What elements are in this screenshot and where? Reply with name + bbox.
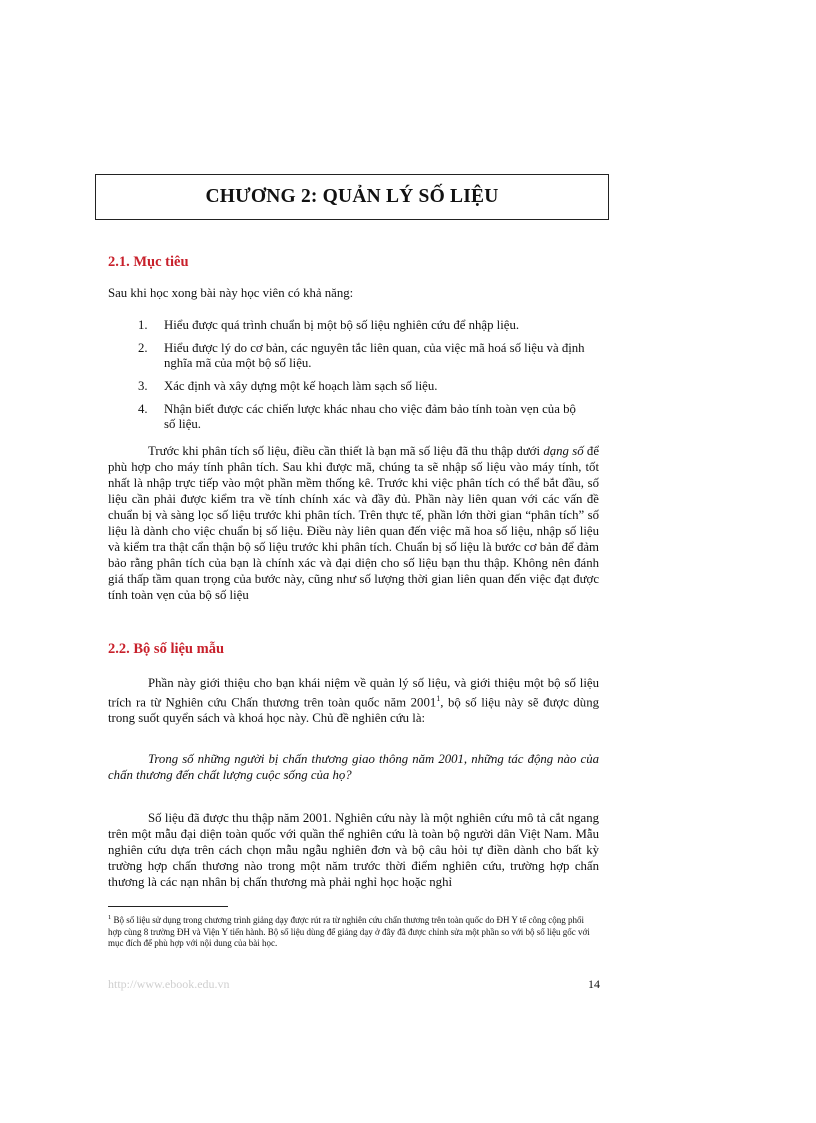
objectives-list [138, 318, 588, 440]
objectives-intro: Sau khi học xong bài này học viên có khả năng: [108, 286, 354, 300]
research-question: Trong số những người bị chấn thương giao thông năm 2001, những tác động nào của chấn thương đến chất lượng cuộc sống của họ? [108, 752, 599, 782]
chapter-title-box [95, 174, 609, 220]
chapter-title: CHƯƠNG 2: QUẢN LÝ SỐ LIỆU [205, 186, 499, 207]
data-collection-paragraph: Số liệu đã được thu thập năm 2001. Nghiên cứu này là một nghiên cứu mô tả cắt ngang trên một mẫu đại diện toàn quốc với quần thể nghiên cứu là toàn bộ người dân Việt Nam. Mẫu nghiên cứu dựa trên cách chọn mẫu ngẫu nghiên đơn và bộ câu hỏi tự điền dành cho bất kỳ trường hợp chấn thương nào trong một năm trước thời điểm nghiên cứu, trường hợp chấn thương là các nạn nhân bị chấn thương mà phải nghỉ học hoặc nghỉ [108, 811, 599, 889]
footnote-reference: 1 [436, 694, 441, 703]
objective-item: 3. Xác định và xây dựng một kế hoạch làm sạch số liệu. [138, 379, 438, 393]
objective-item: 4. Nhận biết được các chiến lược khác nhau cho việc đảm bảo tính toàn vẹn của bộ số liệu. [138, 402, 576, 431]
page-number: 14 [588, 977, 600, 991]
section-heading-objectives: 2.1. Mục tiêu [108, 254, 189, 270]
footer-url: http://www.ebook.edu.vn [108, 977, 230, 991]
section-heading-sample-dataset: 2.2. Bộ số liệu mẫu [108, 641, 225, 657]
dataset-intro-paragraph: Phần này giới thiệu cho bạn khái niệm về quản lý số liệu, và giới thiệu một bộ số liệu trích ra từ Nghiên cứu Chấn thương trên toàn quốc năm 2001$^1$, bộ số liệu này sẽ được dùng trong suốt quyển sách và khoá học này. Chủ đề nghiên cứu là: [108, 676, 599, 726]
objective-item: 2. Hiểu được lý do cơ bản, các nguyên tắc liên quan, của việc mã hoá số liệu và định nghĩa mã của một bộ số liệu. [138, 341, 585, 370]
objective-item: 1. Hiểu được quá trình chuẩn bị một bộ số liệu nghiên cứu để nhập liệu. [138, 318, 520, 332]
footnote: $^1$ Bộ số liệu sử dụng trong chương trình giảng dạy được rút ra từ nghiên cứu chấn thương trên toàn quốc do ĐH Y tế công cộng phối hợp cùng 8 trường ĐH và Viện Y tiến hành. Bộ số liệu dùng để giảng dạy ở đây đã được chỉnh sửa một phần so với bộ số liệu gốc với mục đích để phù hợp với nội dung của bài học. [108, 914, 590, 948]
preparation-paragraph: Trước khi phân tích số liệu, điều cần thiết là bạn mã số liệu đã thu thập dưới dạng số để phù hợp cho máy tính phân tích. Sau khi được mã, chúng ta sẽ nhập số liệu vào máy tính, tốt nhất là nhập trực tiếp vào một phần mềm thống kê. Trước khi việc phân tích có thể bắt đầu, số liệu cần phải được kiểm tra về tính chính xác và đầy đủ. Phần này liên quan với các vấn đề chuẩn bị và sàng lọc số liệu trước khi phân tích. Trên thực tế, phần lớn thời gian “phân tích” số liệu là dành cho việc chuẩn bị số liệu. Điều này liên quan đến việc mã hoa số liệu, nhập số liệu và kiểm tra thật cẩn thận bộ số liệu trước khi phân tích. Chuẩn bị số liệu là bước cơ bản để đảm bảo rằng phân tích của bạn là chính xác và đại diện cho số liệu bạn thu thập. Không nên đánh giá thấp tầm quan trọng của bước này, cũng như số lượng thời gian liên quan đến việc đạt được tính toàn vẹn của bộ số liệu [108, 444, 599, 602]
footnote-divider [108, 906, 228, 907]
